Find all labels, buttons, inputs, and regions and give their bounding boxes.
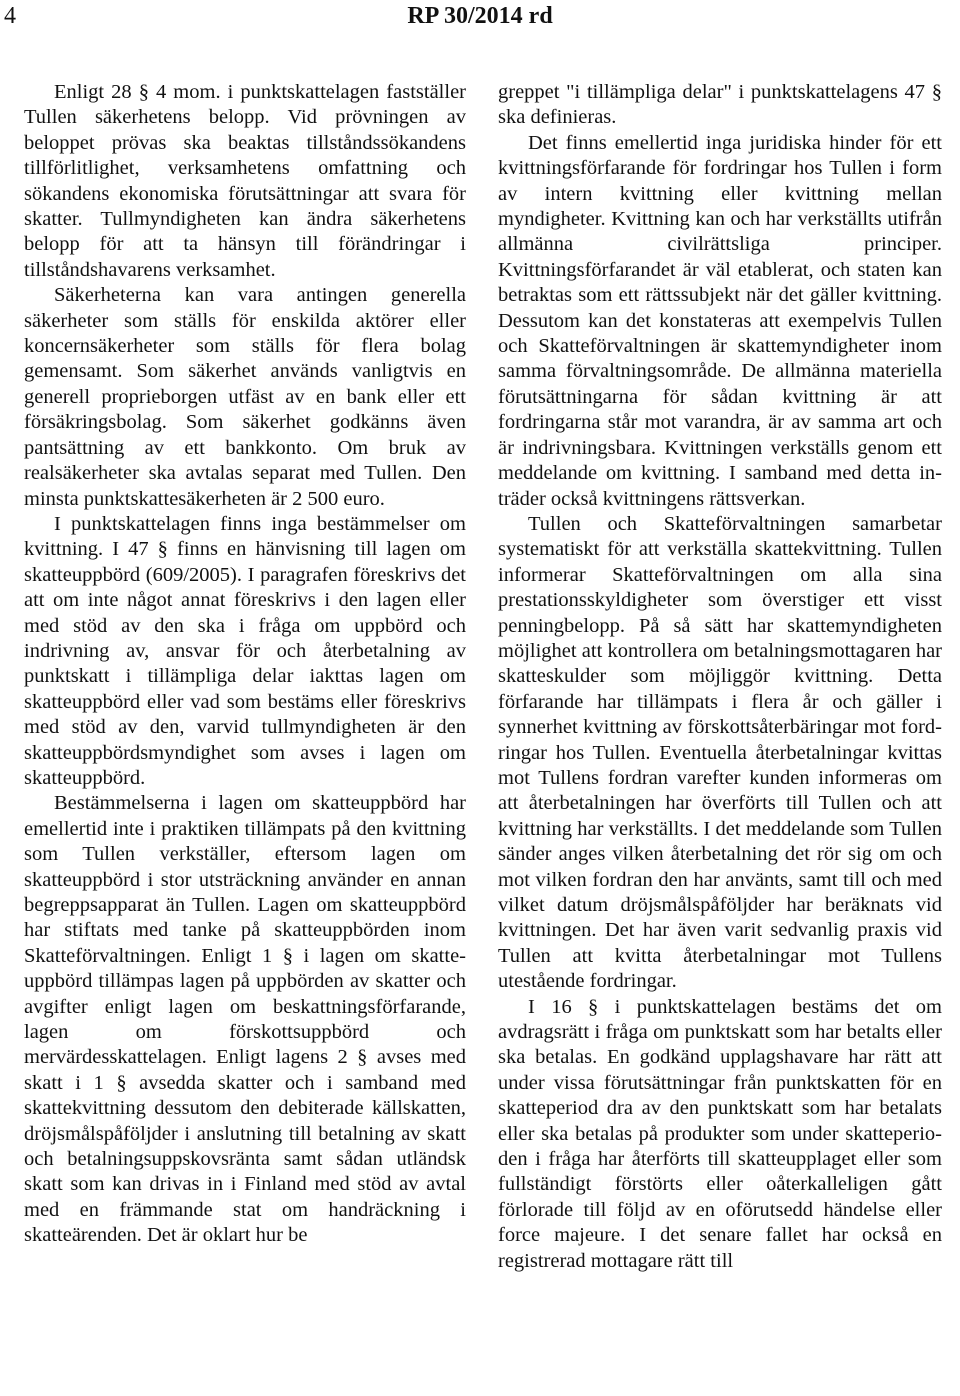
paragraph: Enligt 28 § 4 mom. i punktskattelagen fastställer Tullen säkerhetens belopp. Vid prövningen av beloppet prövas ska beaktas tillståndssökandens tillförlitlighet, verksamhetens omfattning och sökandens ekonomiska förutsättningar att svara för skatter. Tullmyndigheten kan ändra säkerhetens belopp för att ta hänsyn till förändringar i tillståndshavarens verksamhet. [24,81,466,281]
page-number: 4 [4,3,16,29]
right-text-column [498,80,942,1274]
paragraph: Säkerheterna kan vara antingen generella säkerheter som ställs för enskilda aktörer eller koncernsäkerheter som ställs för flera bolag gemensamt. Som säkerhet används vanligtvis en generell proprieborgen utfäst av en bank eller ett försäkringsbolag. Som säkerhet godkänns även pantsättning av ett bankkonto. Om bruk av realsäkerheter ska avtalas separat med Tullen. Den minsta punktskattesäkerheten är 2 500 euro. [24,284,466,510]
paragraph: I punktskattelagen finns inga bestämmelser om kvittning. I 47 § finns en hänvisning till lagen om skatteuppbörd (609/2005). I paragrafen föreskrivs det att om inte något annat föreskrivs i den lagen eller med stöd av den ska i fråga om uppbörd och indrivning av, ansvar för och återbetalning av punktskatt i tillämpliga delar iakttas lagen om skatteuppbörd eller vad som bestäms eller föreskrivs med stöd av den, varvid tullmyndigheten är den skatteuppbördsmyndighet som avses i lagen om skatteuppbörd. [24,512,466,789]
paragraph: I 16 § i punktskattelagen bestäms det om avdragsrätt i fråga om punktskatt som har betalts eller ska betalas. En godkänd upplagshavare har rätt att under vissa förutsättningar från punktskatten för en skatteperiod dra av den punktskatt som har betalats eller ska betalas på produkter som under skatteperioden i fråga har återförts till skatteupplaget eller som fullständigt förstörts eller oåterkalleligen gått förlorade till följd av en oförutsedd händelse eller force majeure. I det senare fallet har också en registrerad mottagare rätt till [498,995,942,1272]
paragraph: Bestämmelserna i lagen om skatteuppbörd har emellertid inte i praktiken tillämpats på den kvittning som Tullen verkställer, eftersom lagen om skatteuppbörd i stor utsträckning använder en annan begreppsapparat än Tullen. Lagen om skatteuppbörd har stiftats med tanke på skatteuppbörden inom Skatteförvaltningen. Enligt 1 § i lagen om skatteuppbörd tillämpas lagen på uppbörden av skatter och avgifter enligt lagen om beskattningsförfarande, lagen om förskottsuppbörd och mervärdesskattelagen. Enligt lagens 2 § avses med skatt i 1 § avsedda skatter och i samband med skattekvittning dessutom den debiterade källskatten, dröjsmålspåföljder i anslutning till betalning av skatt och betalningsuppskovsränta samt sådan utländsk skatt som kan drivas in i Finland med stöd av avtal med en främmande stat om handräckning i skatteärenden. Det är oklart hur be [24,792,466,1247]
paragraph-continued: greppet "i tillämpliga delar" i punktskattelagens 47 § ska definieras. [498,81,942,129]
document-reference: RP 30/2014 rd [407,3,553,29]
paragraph: Tullen och Skatteförvaltningen samarbetar systematiskt för att verkställa skattekvittning. Tullen informerar Skatteförvaltningen om alla sina prestationsskyldigheter som överstiger ett visst penningbelopp. På så sätt har skattemyndigheten möjlighet att kontrollera om betalningsmottagaren har skatteskulder som möjliggör kvittning. Detta förfarande har tillämpats i flera år och gäller i synnerhet kvittning av förskottsåterbäringar mot fordringar hos Tullen. Eventuella återbetalningar kvittas mot Tullens fordran varefter kunden informeras om att återbetalningen har överförts till Tullen och att kvittning har verkställts. I det meddelande som Tullen sänder anges vilken återbetalning det rör sig om och mot vilken fordran den har använts, samt till och med vilket datum dröjsmålspåföljder har beräknats vid kvittningen. Det har även varit sedvanlig praxis vid Tullen att kvitta återbetalningar mot Tullens utestående fordringar. [498,512,942,993]
page-header [0,0,960,40]
left-text-column [24,80,466,1249]
paragraph: Det finns emellertid inga juridiska hinder för ett kvittningsförfarande för fordringar hos Tullen i form av intern kvittning eller kvittning mellan myndigheter. Kvittning kan och har verkställts utifrån allmänna civilrättsliga principer. Kvittningsförfarandet är väl etablerat, och staten kan betraktas som ett rättssubjekt när det gäller kvittning. Dessutom kan det konstateras att exempelvis Tullen och Skatteförvaltningen är skattemyndigheter inom samma förvaltningsområde. De allmänna materiella förutsättningarna för sådan kvittning är att fordringarna står mot varandra, är av samma art och är indrivningsbara. Kvittningen verkställs genom ett meddelande om kvittning. I samband med detta inträder också kvittningens rättsverkan. [498,131,942,510]
